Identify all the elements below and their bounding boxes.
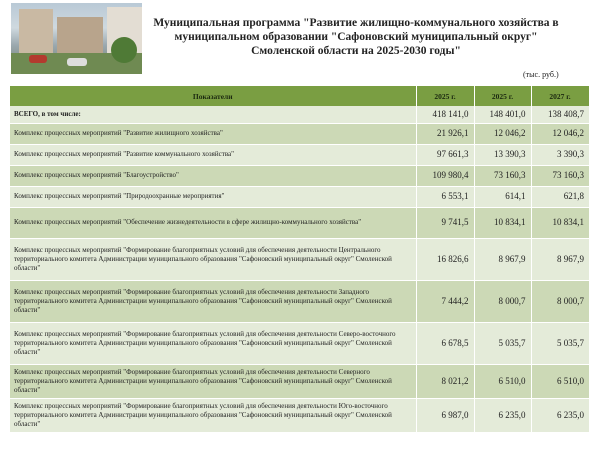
units-label: (тыс. руб.) bbox=[523, 70, 559, 79]
table-row bbox=[10, 144, 589, 165]
value-2026: 73 160,3 bbox=[474, 165, 531, 186]
value-2027: 6 235,0 bbox=[531, 398, 589, 432]
value-2025: 97 661,3 bbox=[416, 144, 474, 165]
table-row bbox=[10, 398, 589, 432]
value-2027: 5 035,7 bbox=[531, 322, 589, 364]
table-row bbox=[10, 186, 589, 207]
value-2026: 614,1 bbox=[474, 186, 531, 207]
value-2025: 21 926,1 bbox=[416, 123, 474, 144]
value-2026: 8 967,9 bbox=[474, 238, 531, 280]
value-2026: 6 510,0 bbox=[474, 364, 531, 398]
value-2025: 6 678,5 bbox=[416, 322, 474, 364]
value-2027: 138 408,7 bbox=[531, 106, 589, 123]
value-2027: 8 000,7 bbox=[531, 280, 589, 322]
table-row bbox=[10, 280, 589, 322]
value-2027: 10 834,1 bbox=[531, 207, 589, 238]
table-row bbox=[10, 165, 589, 186]
value-2025: 8 021,2 bbox=[416, 364, 474, 398]
header-year-3: 2027 г. bbox=[531, 86, 589, 106]
value-2025: 6 987,0 bbox=[416, 398, 474, 432]
value-2027: 12 046,2 bbox=[531, 123, 589, 144]
value-2027: 6 510,0 bbox=[531, 364, 589, 398]
car-shape bbox=[29, 55, 47, 63]
page-title: Муниципальная программа "Развитие жилищно-коммунального хозяйства в муниципальном образовании "Сафоновский муниципальный округ" Смоленской области на 2025-2030 годы" bbox=[153, 17, 559, 57]
value-2026: 12 046,2 bbox=[474, 123, 531, 144]
building-shape bbox=[57, 17, 103, 55]
row-label: Комплекс процессных мероприятий "Формирование благоприятных условий для обеспечения деятельности Юго-восточного территориального комитета Администрации муниципального образования "Сафоновский муниципальный округ" Смоленской области" bbox=[10, 398, 416, 432]
value-2026: 13 390,3 bbox=[474, 144, 531, 165]
table-body bbox=[10, 106, 589, 432]
value-2026: 10 834,1 bbox=[474, 207, 531, 238]
value-2025: 7 444,2 bbox=[416, 280, 474, 322]
row-label: Комплекс процессных мероприятий "Развитие жилищного хозяйства" bbox=[10, 123, 416, 144]
building-shape bbox=[19, 9, 53, 53]
value-2027: 73 160,3 bbox=[531, 165, 589, 186]
row-label: Комплекс процессных мероприятий "Развитие коммунального хозяйства" bbox=[10, 144, 416, 165]
value-2027: 8 967,9 bbox=[531, 238, 589, 280]
value-2026: 148 401,0 bbox=[474, 106, 531, 123]
header-year-2: 2025 г. bbox=[474, 86, 531, 106]
row-label: Комплекс процессных мероприятий "Формирование благоприятных условий для обеспечения деятельности Северо-восточного территориального комитета Администрации муниципального образования "Сафоновский муниципальный округ" Смоленской области" bbox=[10, 322, 416, 364]
car-shape bbox=[67, 58, 87, 66]
row-label: Комплекс процессных мероприятий "Благоустройство" bbox=[10, 165, 416, 186]
header-indicators: Показатели bbox=[10, 86, 416, 106]
header-year-1: 2025 г. bbox=[416, 86, 474, 106]
row-label: Комплекс процессных мероприятий "Обеспечение жизнедеятельности в сфере жилищно-коммунального хозяйства" bbox=[10, 207, 416, 238]
row-label: Комплекс процессных мероприятий "Формирование благоприятных условий для обеспечения деятельности Центрального территориального комитета Администрации муниципального образования "Сафоновский муниципальный округ" Смоленской области" bbox=[10, 238, 416, 280]
value-2025: 9 741,5 bbox=[416, 207, 474, 238]
row-label: Комплекс процессных мероприятий "Формирование благоприятных условий для обеспечения деятельности Северного территориального комитета Администрации муниципального образования "Сафоновский муниципальный округ" Смоленской области" bbox=[10, 364, 416, 398]
value-2026: 6 235,0 bbox=[474, 398, 531, 432]
value-2025: 418 141,0 bbox=[416, 106, 474, 123]
value-2025: 16 826,6 bbox=[416, 238, 474, 280]
table-header-row bbox=[10, 86, 589, 106]
table-row bbox=[10, 207, 589, 238]
row-label: ВСЕГО, в том числе: bbox=[10, 106, 416, 123]
table-row-total bbox=[10, 106, 589, 123]
table-row bbox=[10, 123, 589, 144]
table-row bbox=[10, 238, 589, 280]
table-row bbox=[10, 322, 589, 364]
row-label: Комплекс процессных мероприятий "Природоохранные мероприятия" bbox=[10, 186, 416, 207]
table-row bbox=[10, 364, 589, 398]
value-2026: 5 035,7 bbox=[474, 322, 531, 364]
value-2027: 3 390,3 bbox=[531, 144, 589, 165]
budget-table bbox=[10, 86, 590, 433]
value-2026: 8 000,7 bbox=[474, 280, 531, 322]
header-photo bbox=[11, 3, 142, 74]
value-2027: 621,8 bbox=[531, 186, 589, 207]
value-2025: 6 553,1 bbox=[416, 186, 474, 207]
row-label: Комплекс процессных мероприятий "Формирование благоприятных условий для обеспечения деятельности Западного территориального комитета Администрации муниципального образования "Сафоновский муниципальный округ" Смоленской области" bbox=[10, 280, 416, 322]
value-2025: 109 980,4 bbox=[416, 165, 474, 186]
tree-shape bbox=[111, 37, 137, 63]
